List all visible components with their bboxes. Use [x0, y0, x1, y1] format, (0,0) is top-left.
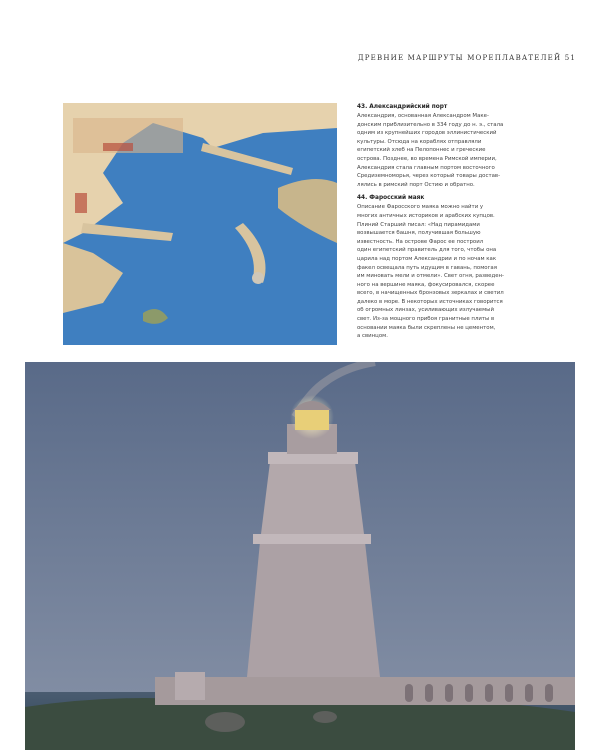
pharos-lighthouse-illustration — [25, 362, 575, 750]
text-line: им миновать мели и отмели». Свет огня, разведен- — [357, 273, 504, 280]
text-line: Плиний Старший писал: «Над пирамидами — [357, 221, 480, 228]
section-44-body — [357, 203, 517, 341]
text-line: царила над портом Александрии и по ночам как — [357, 255, 497, 262]
text-line: далеко в море. В некоторых источниках говорится — [357, 298, 503, 305]
article-text — [357, 103, 517, 341]
text-line: возвышается башня, получившая большую — [357, 230, 481, 237]
page-number: 51 — [564, 54, 576, 62]
text-line: один египетский правитель для того, чтобы она — [357, 247, 497, 254]
running-title: ДРЕВНИЕ МАРШРУТЫ МОРЕПЛАВАТЕЛЕЙ — [357, 54, 562, 62]
text-line: острова. Позднее, во времена Римской империи, — [357, 155, 497, 162]
text-line: всего, в начищенных бронзовых зеркалах и светил — [357, 290, 504, 297]
text-line: Средиземноморья, через который товары достав- — [357, 173, 501, 180]
text-line: Александрия, основанная Александром Маке- — [357, 113, 489, 119]
text-line: ного на вершине маяка, фокусировался, скорее — [357, 281, 495, 288]
section-43-title: 43. Александрийский порт — [357, 104, 448, 110]
text-line: об огромных линзах, усиливающих излучаемый — [357, 307, 494, 314]
alexandria-port-illustration — [63, 103, 337, 345]
text-line: Александрия стала главным портом восточного — [357, 164, 495, 171]
text-line: донским приблизительно в 334 году до н. э., стала — [357, 121, 504, 128]
text-line: свет. Из-за мощного прибоя гранитные плиты в — [357, 316, 495, 323]
text-line: лялись в римский порт Остию и обратно. — [357, 181, 475, 188]
section-44-title: 44. Фаросский маяк — [357, 195, 425, 202]
text-line: а свинцом. — [357, 333, 388, 340]
text-line: факел освещала путь идущим в гавань, помогая — [357, 264, 497, 271]
running-header — [358, 54, 576, 62]
text-line: многих античных историков и арабских купцов. — [357, 212, 495, 219]
text-line: Описание Фаросского маяка можно найти у — [357, 204, 484, 211]
text-line: основании маяка были скреплены не цементом, — [357, 324, 496, 331]
section-43-body — [357, 112, 517, 189]
text-line: известность. На острове Фарос ее построил — [357, 238, 484, 245]
text-line: одним из крупнейших городов эллинистический — [357, 130, 497, 137]
text-line: культуры. Отсюда на кораблях отправляли — [357, 138, 482, 145]
text-line: египетский хлеб на Пелопоннес и греческие — [357, 147, 486, 154]
